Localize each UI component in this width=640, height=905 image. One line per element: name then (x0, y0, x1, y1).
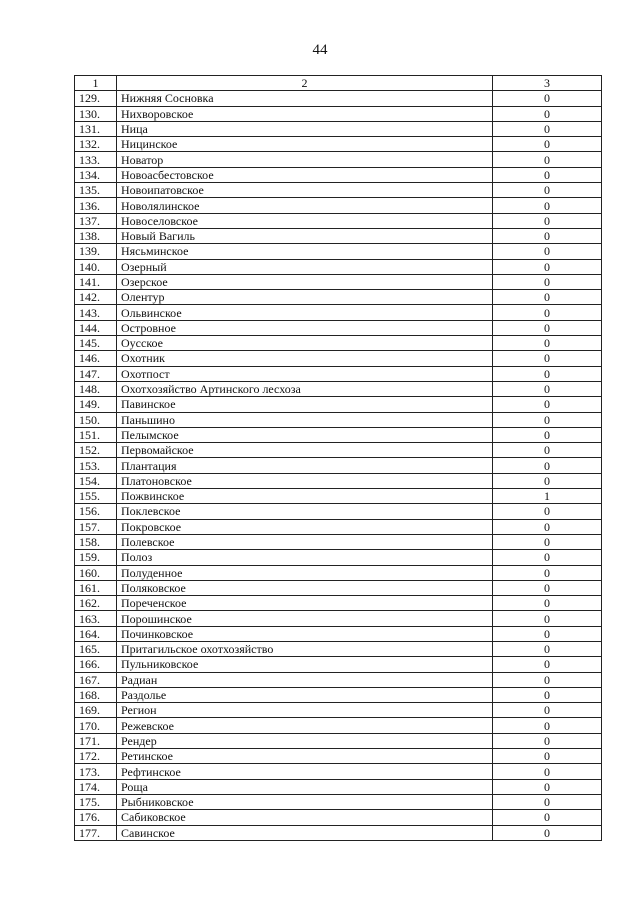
table-row (75, 580, 602, 595)
row-name: Ольвинское (117, 305, 493, 320)
row-number: 169. (75, 703, 117, 718)
row-name: Притагильское охотхозяйство (117, 641, 493, 656)
row-number: 142. (75, 290, 117, 305)
row-name: Пелымское (117, 427, 493, 442)
row-number: 146. (75, 351, 117, 366)
row-name: Плантация (117, 458, 493, 473)
table-row (75, 534, 602, 549)
row-number: 147. (75, 366, 117, 381)
table-row (75, 183, 602, 198)
table-row (75, 121, 602, 136)
row-value: 0 (493, 320, 602, 335)
row-value: 0 (493, 794, 602, 809)
row-name: Островное (117, 320, 493, 335)
row-number: 154. (75, 473, 117, 488)
row-number: 165. (75, 641, 117, 656)
row-number: 174. (75, 779, 117, 794)
table-row (75, 519, 602, 534)
row-value: 0 (493, 213, 602, 228)
row-name: Озерный (117, 259, 493, 274)
table-row (75, 443, 602, 458)
row-value: 0 (493, 351, 602, 366)
table-row (75, 550, 602, 565)
table-row (75, 213, 602, 228)
row-value: 0 (493, 152, 602, 167)
row-name: Пульниковское (117, 657, 493, 672)
row-number: 135. (75, 183, 117, 198)
row-number: 153. (75, 458, 117, 473)
table-row (75, 336, 602, 351)
row-number: 144. (75, 320, 117, 335)
row-name: Роща (117, 779, 493, 794)
row-number: 132. (75, 137, 117, 152)
row-value: 0 (493, 611, 602, 626)
table-row (75, 733, 602, 748)
row-value: 0 (493, 626, 602, 641)
row-number: 160. (75, 565, 117, 580)
row-number: 163. (75, 611, 117, 626)
row-value: 0 (493, 703, 602, 718)
row-name: Новоасбестовское (117, 167, 493, 182)
table-row (75, 825, 602, 840)
table-row (75, 106, 602, 121)
row-value: 0 (493, 198, 602, 213)
table-row (75, 305, 602, 320)
row-number: 167. (75, 672, 117, 687)
row-name: Савинское (117, 825, 493, 840)
row-name: Охотник (117, 351, 493, 366)
row-name: Нихворовское (117, 106, 493, 121)
row-value: 0 (493, 749, 602, 764)
row-number: 129. (75, 91, 117, 106)
row-value: 0 (493, 412, 602, 427)
row-name: Радиан (117, 672, 493, 687)
table-header-row (75, 76, 602, 91)
row-name: Рендер (117, 733, 493, 748)
table-row (75, 259, 602, 274)
row-name: Новый Вагиль (117, 228, 493, 243)
row-number: 173. (75, 764, 117, 779)
table-row (75, 703, 602, 718)
row-value: 0 (493, 519, 602, 534)
row-value: 0 (493, 137, 602, 152)
row-value: 0 (493, 228, 602, 243)
row-value: 0 (493, 458, 602, 473)
row-name: Покровское (117, 519, 493, 534)
table-row (75, 596, 602, 611)
row-value: 0 (493, 534, 602, 549)
row-name: Сабиковское (117, 810, 493, 825)
table-row (75, 274, 602, 289)
row-value: 0 (493, 580, 602, 595)
table-row (75, 228, 602, 243)
row-name: Озерское (117, 274, 493, 289)
table-row (75, 489, 602, 504)
row-number: 151. (75, 427, 117, 442)
row-value: 0 (493, 764, 602, 779)
row-value: 1 (493, 489, 602, 504)
row-name: Пореченское (117, 596, 493, 611)
table-row (75, 381, 602, 396)
row-name: Рефтинское (117, 764, 493, 779)
row-name: Новоипатовское (117, 183, 493, 198)
row-value: 0 (493, 91, 602, 106)
row-value: 0 (493, 121, 602, 136)
row-name: Оусское (117, 336, 493, 351)
row-number: 148. (75, 381, 117, 396)
row-value: 0 (493, 290, 602, 305)
row-value: 0 (493, 336, 602, 351)
row-name: Паньшино (117, 412, 493, 427)
table-row (75, 641, 602, 656)
row-number: 157. (75, 519, 117, 534)
row-value: 0 (493, 305, 602, 320)
table-row (75, 504, 602, 519)
row-name: Поклевское (117, 504, 493, 519)
table-row (75, 687, 602, 702)
table-row (75, 718, 602, 733)
row-value: 0 (493, 274, 602, 289)
row-number: 134. (75, 167, 117, 182)
row-name: Новатор (117, 152, 493, 167)
row-value: 0 (493, 504, 602, 519)
table-row (75, 672, 602, 687)
row-value: 0 (493, 810, 602, 825)
row-name: Порошинское (117, 611, 493, 626)
row-number: 170. (75, 718, 117, 733)
table-row (75, 167, 602, 182)
row-number: 168. (75, 687, 117, 702)
row-name: Нясьминское (117, 244, 493, 259)
row-number: 149. (75, 397, 117, 412)
row-name: Пожвинское (117, 489, 493, 504)
column-header-number: 1 (75, 76, 117, 91)
row-value: 0 (493, 779, 602, 794)
row-name: Ретинское (117, 749, 493, 764)
row-name: Павинское (117, 397, 493, 412)
table-row (75, 657, 602, 672)
table-row (75, 320, 602, 335)
row-name: Первомайское (117, 443, 493, 458)
row-number: 176. (75, 810, 117, 825)
row-number: 161. (75, 580, 117, 595)
row-value: 0 (493, 596, 602, 611)
row-name: Новолялинское (117, 198, 493, 213)
row-name: Регион (117, 703, 493, 718)
table-row (75, 244, 602, 259)
row-name: Ницинское (117, 137, 493, 152)
table-row (75, 473, 602, 488)
row-name: Рыбниковское (117, 794, 493, 809)
row-value: 0 (493, 106, 602, 121)
row-number: 150. (75, 412, 117, 427)
row-name: Олентур (117, 290, 493, 305)
row-value: 0 (493, 641, 602, 656)
table-row (75, 137, 602, 152)
row-value: 0 (493, 565, 602, 580)
row-number: 138. (75, 228, 117, 243)
row-number: 177. (75, 825, 117, 840)
row-number: 164. (75, 626, 117, 641)
table-row (75, 198, 602, 213)
row-value: 0 (493, 443, 602, 458)
row-name: Режевское (117, 718, 493, 733)
table-row (75, 91, 602, 106)
row-number: 162. (75, 596, 117, 611)
table-row (75, 366, 602, 381)
data-table (74, 75, 602, 841)
row-number: 152. (75, 443, 117, 458)
table-row (75, 779, 602, 794)
table-row (75, 458, 602, 473)
row-number: 158. (75, 534, 117, 549)
row-value: 0 (493, 366, 602, 381)
row-value: 0 (493, 244, 602, 259)
row-value: 0 (493, 550, 602, 565)
row-name: Новоселовское (117, 213, 493, 228)
row-name: Ница (117, 121, 493, 136)
table-row (75, 626, 602, 641)
row-value: 0 (493, 167, 602, 182)
row-value: 0 (493, 733, 602, 748)
row-name: Нижняя Сосновка (117, 91, 493, 106)
row-number: 156. (75, 504, 117, 519)
row-value: 0 (493, 473, 602, 488)
table-row (75, 351, 602, 366)
row-name: Платоновское (117, 473, 493, 488)
row-number: 155. (75, 489, 117, 504)
row-name: Полевское (117, 534, 493, 549)
table-row (75, 152, 602, 167)
row-number: 136. (75, 198, 117, 213)
row-value: 0 (493, 183, 602, 198)
row-name: Охотпост (117, 366, 493, 381)
row-value: 0 (493, 657, 602, 672)
row-number: 159. (75, 550, 117, 565)
row-number: 166. (75, 657, 117, 672)
table-row (75, 794, 602, 809)
row-number: 130. (75, 106, 117, 121)
column-header-value: 3 (493, 76, 602, 91)
table-row (75, 412, 602, 427)
row-number: 171. (75, 733, 117, 748)
row-number: 133. (75, 152, 117, 167)
row-number: 137. (75, 213, 117, 228)
table-row (75, 764, 602, 779)
row-name: Починковское (117, 626, 493, 641)
page-number: 44 (312, 42, 328, 58)
row-value: 0 (493, 381, 602, 396)
row-number: 145. (75, 336, 117, 351)
row-number: 140. (75, 259, 117, 274)
row-number: 131. (75, 121, 117, 136)
table-row (75, 290, 602, 305)
row-value: 0 (493, 672, 602, 687)
table-row (75, 427, 602, 442)
row-name: Поляковское (117, 580, 493, 595)
row-number: 143. (75, 305, 117, 320)
row-number: 141. (75, 274, 117, 289)
column-header-name: 2 (117, 76, 493, 91)
row-value: 0 (493, 718, 602, 733)
row-name: Раздолье (117, 687, 493, 702)
table-row (75, 565, 602, 580)
table-row (75, 397, 602, 412)
row-value: 0 (493, 687, 602, 702)
row-value: 0 (493, 825, 602, 840)
table-row (75, 749, 602, 764)
row-number: 175. (75, 794, 117, 809)
row-value: 0 (493, 427, 602, 442)
row-value: 0 (493, 259, 602, 274)
row-name: Охотхозяйство Артинского лесхоза (117, 381, 493, 396)
row-value: 0 (493, 397, 602, 412)
table-body (75, 91, 602, 841)
row-number: 172. (75, 749, 117, 764)
row-number: 139. (75, 244, 117, 259)
row-name: Полуденное (117, 565, 493, 580)
row-name: Полоз (117, 550, 493, 565)
table-row (75, 810, 602, 825)
table-row (75, 611, 602, 626)
